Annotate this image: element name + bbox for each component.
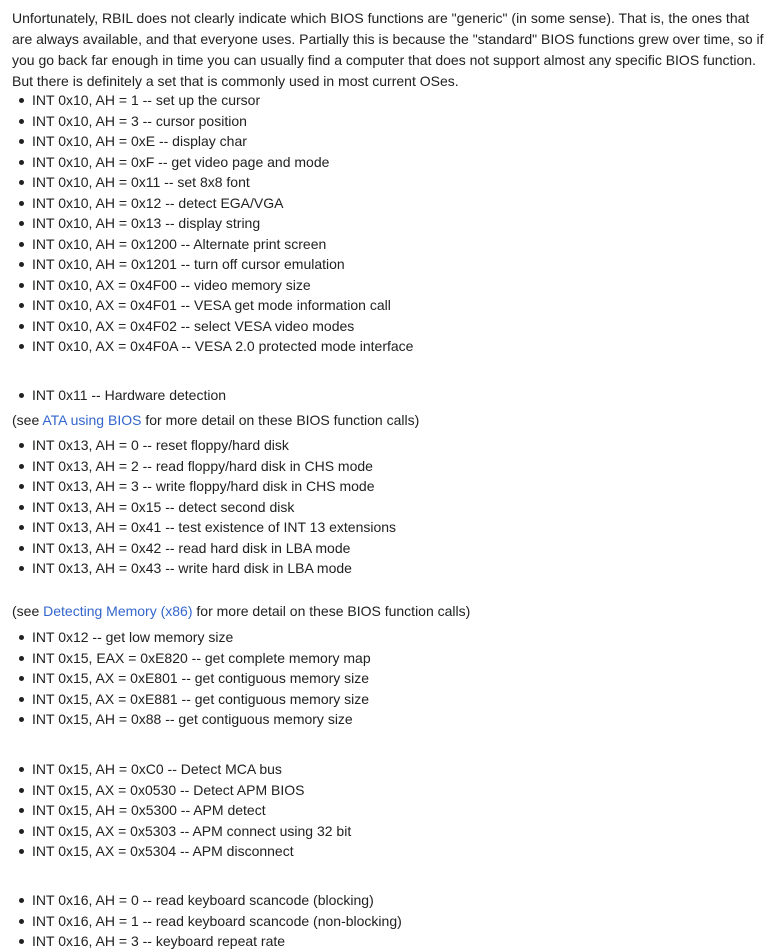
- bullet-icon: [19, 180, 24, 185]
- list-item: [0, 709, 773, 730]
- list-item: [0, 275, 773, 296]
- ata-note: [12, 410, 419, 430]
- list-item: [0, 172, 773, 193]
- list-item: [0, 336, 773, 357]
- bullet-icon: [19, 546, 24, 551]
- list-item: [0, 435, 773, 456]
- bullet-icon: [19, 566, 24, 571]
- list-item: [0, 90, 773, 111]
- list-item: [0, 648, 773, 669]
- list-item: [0, 759, 773, 780]
- list-item: [0, 538, 773, 559]
- bullet-icon: [19, 139, 24, 144]
- bullet-icon: [19, 849, 24, 854]
- video-functions-list: [0, 90, 773, 357]
- list-item: [0, 689, 773, 710]
- video-functions-block: [0, 90, 773, 357]
- ata-using-bios-link[interactable]: ATA using BIOS: [42, 412, 142, 428]
- list-item-text: INT 0x16, AH = 0 -- read keyboard scancode (blocking): [32, 892, 374, 908]
- bullet-icon: [19, 767, 24, 772]
- list-item: [0, 152, 773, 173]
- list-item: [0, 780, 773, 801]
- list-item-text: INT 0x10, AX = 0x4F01 -- VESA get mode information call: [32, 297, 391, 313]
- list-item: [0, 931, 773, 952]
- bullet-icon: [19, 283, 24, 288]
- bullet-icon: [19, 242, 24, 247]
- list-item: [0, 295, 773, 316]
- bullet-icon: [19, 788, 24, 793]
- list-item: [0, 497, 773, 518]
- list-item-text: INT 0x13, AH = 0 -- reset floppy/hard disk: [32, 437, 289, 453]
- list-item-text: INT 0x10, AH = 0x1200 -- Alternate print screen: [32, 235, 327, 252]
- list-item-text: INT 0x10, AH = 0x1201 -- turn off cursor emulation: [32, 256, 345, 272]
- bullet-icon: [19, 656, 24, 661]
- list-item: [0, 841, 773, 862]
- bullet-icon: [19, 808, 24, 813]
- list-item-text: INT 0x15, AX = 0x5304 -- APM disconnect: [32, 843, 294, 859]
- list-item-text: INT 0x10, AH = 0xF -- get video page and mode: [32, 153, 330, 170]
- bullet-icon: [19, 262, 24, 267]
- bullet-icon: [19, 221, 24, 226]
- list-item-text: INT 0x15, EAX = 0xE820 -- get complete memory map: [32, 649, 371, 666]
- system-functions-list: [0, 759, 773, 862]
- list-item-text: INT 0x15, AH = 0x88 -- get contiguous memory size: [32, 711, 353, 727]
- list-item: [0, 316, 773, 337]
- ata-note-suffix: for more detail on these BIOS function calls): [141, 412, 420, 428]
- bullet-icon: [19, 160, 24, 165]
- list-item-text: INT 0x13, AH = 0x15 -- detect second disk: [32, 498, 295, 515]
- list-item-text: INT 0x12 -- get low memory size: [32, 629, 234, 645]
- list-item-text: INT 0x13, AH = 0x42 -- read hard disk in LBA mode: [32, 539, 351, 556]
- list-item: [0, 517, 773, 538]
- bullet-icon: [19, 505, 24, 510]
- bullet-icon: [19, 119, 24, 124]
- list-item-text: INT 0x10, AX = 0x4F00 -- video memory size: [32, 276, 311, 293]
- bullet-icon: [19, 635, 24, 640]
- list-item-text: INT 0x10, AH = 0x12 -- detect EGA/VGA: [32, 194, 284, 211]
- detecting-memory-link[interactable]: Detecting Memory (x86): [43, 603, 193, 619]
- list-item: [0, 193, 773, 214]
- list-item-text: INT 0x11 -- Hardware detection: [32, 387, 227, 403]
- bullet-icon: [19, 201, 24, 206]
- list-item-text: INT 0x15, AH = 0xC0 -- Detect MCA bus: [32, 761, 282, 777]
- bullet-icon: [19, 717, 24, 722]
- disk-functions-block: [0, 435, 773, 579]
- list-item: [0, 821, 773, 842]
- ata-note-prefix: (see: [12, 412, 43, 428]
- intro-paragraph: Unfortunately, RBIL does not clearly indicate which BIOS functions are "generic" (in some sense). That is, the ones that are always available, and that everyone uses. Partially this is because the "standard" BIOS functions grew over time, so if you go back far enough in time you can usually find a computer that does not support almost any specific BIOS function. But there is definitely a set that is commonly used in most current OSes.: [12, 10, 764, 89]
- bullet-icon: [19, 324, 24, 329]
- memory-functions-list: [0, 627, 773, 730]
- list-item: [0, 213, 773, 234]
- memory-note-suffix: for more detail on these BIOS function calls): [192, 603, 471, 619]
- list-item-text: INT 0x15, AX = 0x5303 -- APM connect using 32 bit: [32, 822, 352, 839]
- bullet-icon: [19, 443, 24, 448]
- list-item: [0, 668, 773, 689]
- list-item-text: INT 0x10, AX = 0x4F0A -- VESA 2.0 protected mode interface: [32, 338, 414, 354]
- list-item-text: INT 0x13, AH = 3 -- write floppy/hard disk in CHS mode: [32, 478, 375, 494]
- bullet-icon: [19, 344, 24, 349]
- list-item-text: INT 0x13, AH = 0x43 -- write hard disk in LBA mode: [32, 560, 352, 576]
- keyboard-functions-block: [0, 890, 773, 952]
- bullet-icon: [19, 676, 24, 681]
- bullet-icon: [19, 393, 24, 398]
- list-item-text: INT 0x15, AH = 0x5300 -- APM detect: [32, 802, 266, 818]
- memory-functions-block: [0, 627, 773, 730]
- list-item-text: INT 0x15, AX = 0x0530 -- Detect APM BIOS: [32, 781, 305, 798]
- bullet-icon: [19, 98, 24, 103]
- hardware-functions-block: [0, 385, 773, 406]
- bullet-icon: [19, 939, 24, 944]
- bullet-icon: [19, 484, 24, 489]
- list-item-text: INT 0x10, AH = 0x11 -- set 8x8 font: [32, 174, 250, 190]
- list-item: [0, 234, 773, 255]
- disk-functions-list: [0, 435, 773, 579]
- memory-note-prefix: (see: [12, 603, 44, 619]
- list-item-text: INT 0x16, AH = 3 -- keyboard repeat rate: [32, 933, 286, 949]
- list-item: [0, 456, 773, 477]
- list-item: [0, 131, 773, 152]
- bullet-icon: [19, 303, 24, 308]
- hardware-functions-list: [0, 385, 773, 406]
- bullet-icon: [19, 697, 24, 702]
- list-item-text: INT 0x10, AH = 3 -- cursor position: [32, 112, 247, 129]
- list-item-text: INT 0x15, AX = 0xE881 -- get contiguous memory size: [32, 690, 370, 707]
- list-item: [0, 911, 773, 932]
- list-item: [0, 890, 773, 911]
- list-item: [0, 385, 773, 406]
- list-item-text: INT 0x10, AH = 0xE -- display char: [32, 133, 247, 149]
- bullet-icon: [19, 829, 24, 834]
- bullet-icon: [19, 525, 24, 530]
- list-item-text: INT 0x16, AH = 1 -- read keyboard scancode (non-blocking): [32, 912, 402, 929]
- list-item: [0, 800, 773, 821]
- list-item-text: INT 0x13, AH = 2 -- read floppy/hard disk in CHS mode: [32, 457, 373, 474]
- list-item: [0, 558, 773, 579]
- list-item-text: INT 0x10, AH = 0x13 -- display string: [32, 215, 261, 231]
- list-item: [0, 254, 773, 275]
- list-item-text: INT 0x13, AH = 0x41 -- test existence of INT 13 extensions: [32, 519, 397, 535]
- list-item: [0, 111, 773, 132]
- bullet-icon: [19, 464, 24, 469]
- memory-note: [12, 601, 470, 621]
- list-item-text: INT 0x10, AX = 0x4F02 -- select VESA video modes: [32, 317, 355, 334]
- list-item: [0, 627, 773, 648]
- bullet-icon: [19, 898, 24, 903]
- bullet-icon: [19, 919, 24, 924]
- keyboard-functions-list: [0, 890, 773, 952]
- system-functions-block: [0, 759, 773, 862]
- list-item-text: INT 0x15, AX = 0xE801 -- get contiguous memory size: [32, 670, 370, 686]
- list-item: [0, 476, 773, 497]
- list-item-text: INT 0x10, AH = 1 -- set up the cursor: [32, 92, 261, 108]
